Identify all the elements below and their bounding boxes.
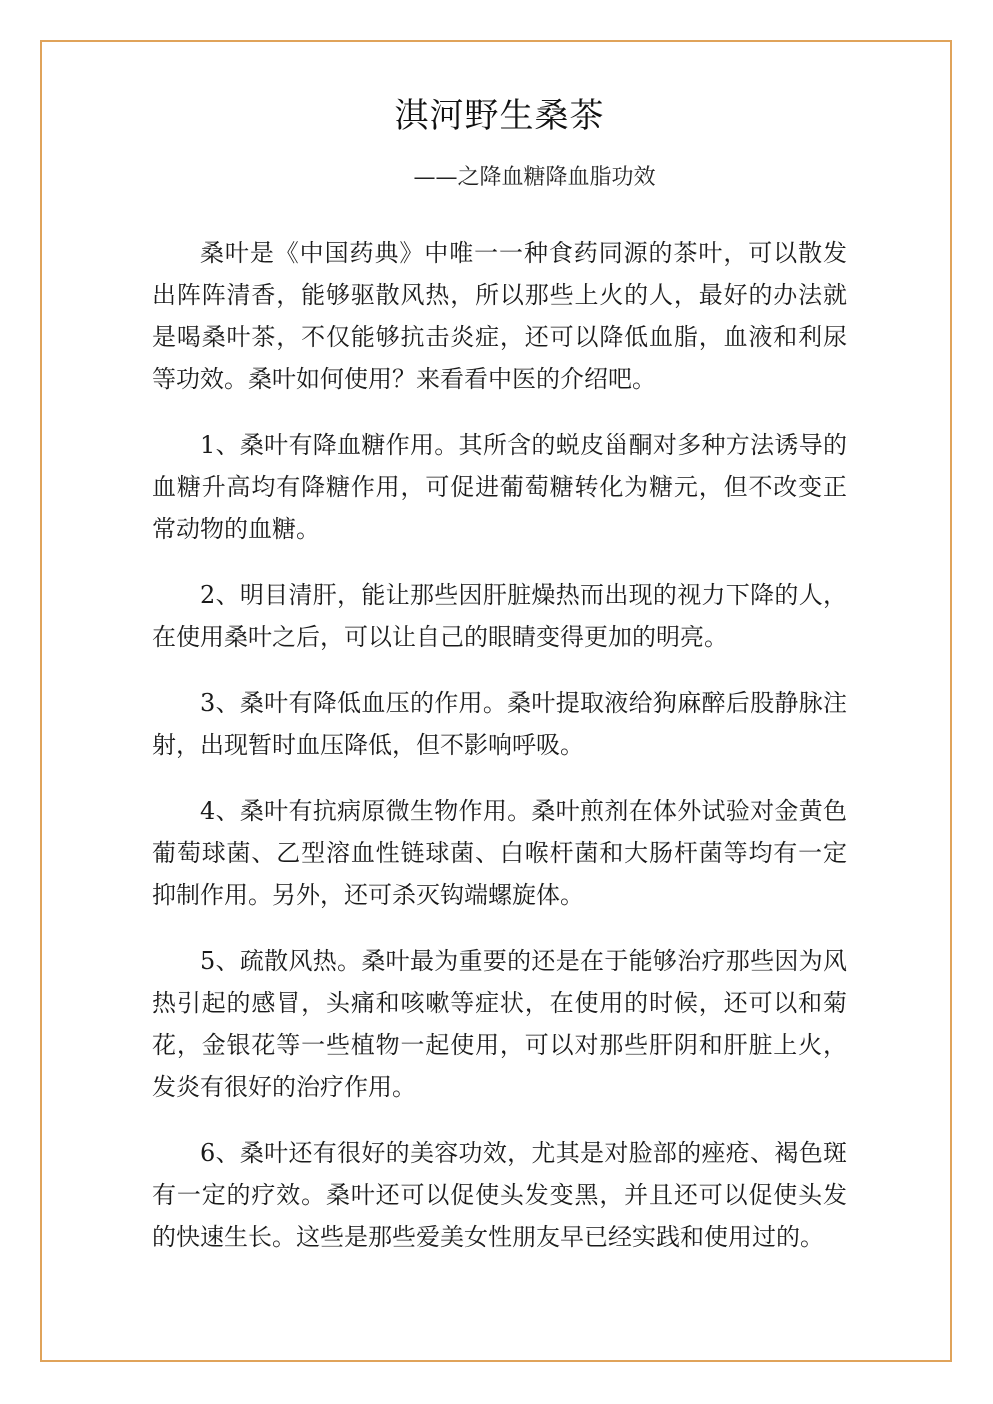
benefit-paragraph-3: 3、桑叶有降低血压的作用。桑叶提取液给狗麻醉后股静脉注射，出现暂时血压降低，但不影响呼吸。 (152, 689, 847, 759)
benefit-paragraph-2: 2、明目清肝，能让那些因肝脏燥热而出现的视力下降的人，在使用桑叶之后，可以让自己的眼睛变得更加的明亮。 (152, 581, 847, 651)
benefit-paragraph-4: 4、桑叶有抗病原微生物作用。桑叶煎剂在体外试验对金黄色葡萄球菌、乙型溶血性链球菌、白喉杆菌和大肠杆菌等均有一定抑制作用。另外，还可杀灭钩端螺旋体。 (152, 797, 847, 909)
intro-paragraph: 桑叶是《中国药典》中唯一一种食药同源的茶叶，可以散发出阵阵清香，能够驱散风热，所以那些上火的人，最好的办法就是喝桑叶茶，不仅能够抗击炎症，还可以降低血脂，血液和利尿等功效。桑叶如何使用？来看看中医的介绍吧。 (152, 239, 847, 393)
document-content (152, 88, 847, 1258)
document-title: 淇河野生桑茶 (394, 96, 605, 136)
benefit-paragraph-6: 6、桑叶还有很好的美容功效，尤其是对脸部的痤疮、褐色斑有一定的疗效。桑叶还可以促使头发变黑，并且还可以促使头发的快速生长。这些是那些爱美女性朋友早已经实践和使用过的。 (152, 1139, 847, 1251)
benefit-paragraph-1: 1、桑叶有降血糖作用。其所含的蜕皮甾酮对多种方法诱导的血糖升高均有降糖作用，可促进葡萄糖转化为糖元，但不改变正常动物的血糖。 (152, 431, 847, 543)
benefit-paragraph-5: 5、疏散风热。桑叶最为重要的还是在于能够治疗那些因为风热引起的感冒，头痛和咳嗽等症状，在使用的时候，还可以和菊花，金银花等一些植物一起使用，可以对那些肝阴和肝脏上火，发炎有很好的治疗作用。 (152, 947, 847, 1101)
document-subtitle: ——之降血糖降血脂功效 (413, 165, 656, 190)
